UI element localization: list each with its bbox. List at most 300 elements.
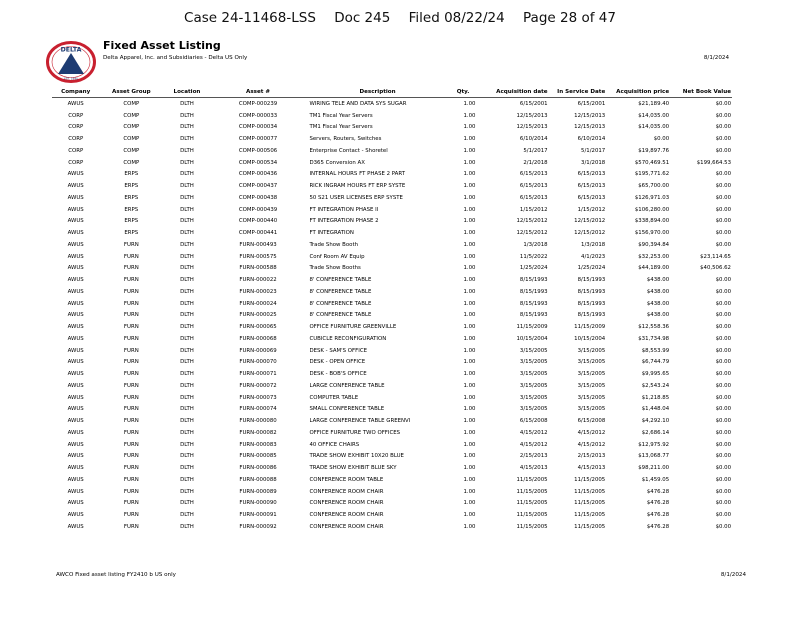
table-cell: 6/15/2013 bbox=[577, 183, 606, 190]
table-cell: 6/15/2001 bbox=[577, 100, 606, 107]
table-cell: 1.00 bbox=[463, 277, 476, 284]
report-subtitle: Delta Apparel, Inc. and Subsidiaries - Delta US Only bbox=[103, 55, 248, 61]
table-cell: 1.00 bbox=[463, 159, 476, 166]
table-cell: 6/15/2013 bbox=[577, 171, 606, 178]
table-cell: TM1 Fiscal Year Servers bbox=[309, 112, 373, 119]
table-cell: CONFERENCE ROOM CHAIR bbox=[309, 523, 384, 530]
table-cell: $0.00 bbox=[715, 523, 731, 530]
table-cell: 40 OFFICE CHAIRS bbox=[309, 441, 360, 448]
table-cell: FT INTEGRATION bbox=[309, 230, 354, 237]
table-cell: 11/15/2005 bbox=[516, 512, 548, 519]
table-cell: 6/15/2001 bbox=[519, 100, 548, 107]
table-cell: AWUS bbox=[67, 241, 84, 248]
table-cell: DLTH bbox=[180, 476, 194, 483]
table-cell: TRADE SHOW EXHIBIT BLUE SKY bbox=[309, 465, 397, 472]
table-cell: COMP bbox=[123, 159, 140, 166]
table-cell: AWUS bbox=[67, 500, 84, 507]
table-cell: FURN-000024 bbox=[239, 300, 277, 307]
table-cell: OFFICE FURNITURE GREENVILLE bbox=[309, 324, 397, 331]
table-cell: $0.00 bbox=[715, 441, 731, 448]
table-cell: FURN bbox=[123, 371, 139, 378]
table-cell: FURN bbox=[123, 324, 139, 331]
table-row bbox=[52, 227, 732, 239]
table-cell: 11/15/2005 bbox=[516, 476, 548, 483]
report-title: Fixed Asset Listing bbox=[103, 39, 221, 52]
table-cell: DLTH bbox=[180, 218, 194, 225]
table-cell: $4,292.10 bbox=[641, 418, 670, 425]
table-cell: FURN bbox=[123, 500, 139, 507]
table-cell: DLTH bbox=[180, 194, 194, 201]
table-cell: FURN bbox=[123, 465, 139, 472]
table-cell: DLTH bbox=[180, 206, 194, 213]
table-cell: FURN bbox=[123, 265, 139, 272]
table-cell: AWUS bbox=[67, 324, 84, 331]
table-cell: DLTH bbox=[180, 418, 194, 425]
table-cell: $476.28 bbox=[646, 500, 670, 507]
table-cell: $156,970.00 bbox=[634, 230, 670, 237]
column-header: Asset # bbox=[211, 87, 306, 98]
table-cell: DLTH bbox=[180, 394, 194, 401]
table-cell: 3/15/2005 bbox=[519, 347, 548, 354]
table-cell: $32,253.00 bbox=[638, 253, 670, 260]
table-cell: 5/1/2017 bbox=[581, 147, 606, 154]
table-cell: $0.00 bbox=[715, 347, 731, 354]
table-row bbox=[52, 274, 732, 286]
table-cell: $438.00 bbox=[646, 300, 670, 307]
table-cell: $23,114.65 bbox=[700, 253, 731, 260]
table-cell: 11/15/2005 bbox=[574, 500, 606, 507]
table-cell: 8/15/1993 bbox=[577, 277, 606, 284]
column-header: Location bbox=[163, 87, 210, 98]
table-cell: 1.00 bbox=[463, 100, 476, 107]
table-cell: 1.00 bbox=[463, 112, 476, 119]
table-cell: COMP bbox=[123, 100, 140, 107]
table-cell: 12/15/2013 bbox=[574, 124, 606, 131]
table-cell: 3/1/2018 bbox=[581, 159, 606, 166]
table-cell: 1.00 bbox=[463, 230, 476, 237]
table-cell: $2,686.14 bbox=[641, 429, 670, 436]
table-cell: WIRING TELE AND DATA SYS SUGAR bbox=[309, 100, 407, 107]
table-cell: LARGE CONFERENCE TABLE GREENVI bbox=[309, 418, 411, 425]
table-row bbox=[52, 321, 732, 333]
table-cell: DLTH bbox=[180, 124, 194, 131]
table-cell: FURN bbox=[123, 441, 139, 448]
table-cell: 1.00 bbox=[463, 265, 476, 272]
table-cell: $98,211.00 bbox=[638, 465, 670, 472]
table-cell: $2,543.24 bbox=[641, 382, 670, 389]
table-cell: 1.00 bbox=[463, 371, 476, 378]
table-cell: FURN-000070 bbox=[239, 359, 277, 366]
table-cell: $476.28 bbox=[646, 523, 670, 530]
table-cell: CONFERENCE ROOM CHAIR bbox=[309, 512, 384, 519]
table-cell: CORP bbox=[68, 147, 84, 154]
table-cell: 6/15/2008 bbox=[577, 418, 606, 425]
table-cell: AWUS bbox=[67, 277, 84, 284]
table-cell: 8/15/1993 bbox=[577, 300, 606, 307]
table-cell: 1.00 bbox=[463, 382, 476, 389]
table-cell: FURN-000575 bbox=[239, 253, 277, 260]
table-cell: FURN bbox=[123, 394, 139, 401]
table-cell: 6/15/2013 bbox=[519, 194, 548, 201]
table-cell: ERPS bbox=[124, 183, 139, 190]
table-cell: COMP-000239 bbox=[238, 100, 278, 107]
table-row bbox=[52, 310, 732, 322]
table-cell: $0.00 bbox=[715, 453, 731, 460]
table-cell: 6/10/2014 bbox=[577, 136, 606, 143]
table-cell: 8' CONFERENCE TABLE bbox=[309, 288, 372, 295]
filed-date: Filed 08/22/24 bbox=[408, 10, 505, 26]
table-cell: 8' CONFERENCE TABLE bbox=[309, 300, 372, 307]
table-cell: 1.00 bbox=[463, 194, 476, 201]
table-cell: $0.00 bbox=[715, 406, 731, 413]
table-cell: CORP bbox=[68, 124, 84, 131]
table-cell: 1.00 bbox=[463, 523, 476, 530]
table-cell: 11/15/2005 bbox=[516, 523, 548, 530]
table-cell: $0.00 bbox=[715, 124, 731, 131]
table-cell: 1/3/2018 bbox=[581, 241, 606, 248]
table-cell: 4/15/2012 bbox=[577, 441, 606, 448]
table-row bbox=[52, 392, 732, 404]
table-cell: DLTH bbox=[180, 406, 194, 413]
table-cell: FURN-000085 bbox=[239, 453, 277, 460]
table-cell: AWUS bbox=[67, 441, 84, 448]
table-cell: 11/15/2005 bbox=[574, 488, 606, 495]
table-cell: ERPS bbox=[124, 171, 139, 178]
table-cell: 2/15/2013 bbox=[519, 453, 548, 460]
table-row bbox=[52, 122, 732, 134]
table-cell: 5/1/2017 bbox=[523, 147, 548, 154]
footer-file-name: AWCO Fixed asset listing FY2410 b US only bbox=[56, 572, 176, 578]
table-cell: TM1 Fiscal Year Servers bbox=[309, 124, 373, 131]
table-cell: 8' CONFERENCE TABLE bbox=[309, 312, 372, 319]
table-cell: DLTH bbox=[180, 159, 194, 166]
table-cell: FURN bbox=[123, 335, 139, 342]
table-cell: 12/15/2012 bbox=[574, 230, 606, 237]
table-cell: $0.00 bbox=[715, 147, 731, 154]
column-header: Description bbox=[305, 87, 449, 98]
table-row bbox=[52, 451, 732, 463]
table-cell: COMP-000437 bbox=[238, 183, 278, 190]
table-cell: $0.00 bbox=[715, 359, 731, 366]
table-row bbox=[52, 380, 732, 392]
table-cell: $14,035.00 bbox=[638, 124, 670, 131]
table-cell: CONFERENCE ROOM TABLE bbox=[309, 476, 384, 483]
table-cell: 12/15/2013 bbox=[574, 112, 606, 119]
table-cell: $12,558.36 bbox=[638, 324, 670, 331]
table-cell: 8/15/1993 bbox=[577, 312, 606, 319]
footer-date: 8/1/2024 bbox=[720, 572, 746, 578]
table-cell: AWUS bbox=[67, 418, 84, 425]
table-cell: COMP-000534 bbox=[238, 159, 278, 166]
table-row bbox=[52, 474, 732, 486]
table-cell: 3/15/2005 bbox=[577, 382, 606, 389]
table-cell: TRADE SHOW EXHIBIT 10X20 BLUE bbox=[309, 453, 404, 460]
table-cell: AWUS bbox=[67, 523, 84, 530]
table-cell: COMP bbox=[123, 136, 140, 143]
table-row bbox=[52, 251, 732, 263]
table-row bbox=[52, 98, 732, 110]
table-cell: AWUS bbox=[67, 429, 84, 436]
table-cell: $0.00 bbox=[715, 218, 731, 225]
table-cell: COMP-000506 bbox=[238, 147, 278, 154]
table-cell: FURN-000088 bbox=[239, 476, 277, 483]
column-header: Net Book Value bbox=[670, 87, 732, 98]
table-cell: 1.00 bbox=[463, 136, 476, 143]
table-cell: DLTH bbox=[180, 288, 194, 295]
table-cell: LARGE CONFERENCE TABLE bbox=[309, 382, 385, 389]
table-cell: FURN-000025 bbox=[239, 312, 277, 319]
table-cell: DLTH bbox=[180, 312, 194, 319]
delta-logo-icon bbox=[46, 41, 96, 83]
table-row bbox=[52, 498, 732, 510]
table-cell: $6,744.79 bbox=[641, 359, 670, 366]
table-cell: DLTH bbox=[180, 347, 194, 354]
table-cell: Trade Show Booth bbox=[309, 241, 358, 248]
table-cell: $338,894.00 bbox=[634, 218, 670, 225]
table-cell: 1.00 bbox=[463, 124, 476, 131]
table-cell: FURN-000022 bbox=[239, 277, 277, 284]
table-cell: $0.00 bbox=[715, 312, 731, 319]
table-cell: DLTH bbox=[180, 112, 194, 119]
table-cell: FT INTEGRATION PHASE 2 bbox=[309, 218, 379, 225]
table-cell: $0.00 bbox=[715, 324, 731, 331]
table-cell: ERPS bbox=[124, 218, 139, 225]
table-cell: FURN-000080 bbox=[239, 418, 277, 425]
table-cell: DESK - OPEN OFFICE bbox=[309, 359, 366, 366]
table-cell: DLTH bbox=[180, 324, 194, 331]
table-cell: DLTH bbox=[180, 241, 194, 248]
table-cell: DLTH bbox=[180, 500, 194, 507]
table-cell: 1.00 bbox=[463, 171, 476, 178]
table-row bbox=[52, 192, 732, 204]
table-cell: DLTH bbox=[180, 230, 194, 237]
table-cell: DLTH bbox=[180, 359, 194, 366]
table-cell: 1.00 bbox=[463, 359, 476, 366]
table-cell: FURN bbox=[123, 312, 139, 319]
table-cell: $0.00 bbox=[715, 241, 731, 248]
table-cell: $195,771.62 bbox=[634, 171, 670, 178]
table-cell: FURN-000086 bbox=[239, 465, 277, 472]
table-cell: DLTH bbox=[180, 465, 194, 472]
table-cell: Servers, Routers, Switches bbox=[309, 136, 382, 143]
table-cell: $0.00 bbox=[653, 136, 670, 143]
table-cell: 1.00 bbox=[463, 394, 476, 401]
column-header: Acquisition price bbox=[606, 87, 670, 98]
table-cell: 3/15/2005 bbox=[577, 406, 606, 413]
table-cell: AWUS bbox=[67, 171, 84, 178]
table-cell: FURN-000072 bbox=[239, 382, 277, 389]
table-cell: AWUS bbox=[67, 394, 84, 401]
case-number: Case 24-11468-LSS bbox=[184, 10, 316, 26]
table-cell: $0.00 bbox=[715, 476, 731, 483]
table-cell: 11/15/2009 bbox=[574, 324, 606, 331]
table-cell: SMALL CONFERENCE TABLE bbox=[309, 406, 385, 413]
table-cell: FURN bbox=[123, 347, 139, 354]
table-cell: 4/15/2012 bbox=[519, 429, 548, 436]
table-cell: $126,971.03 bbox=[634, 194, 670, 201]
table-cell: 4/15/2013 bbox=[519, 465, 548, 472]
table-cell: Enterprise Contact - Shoretel bbox=[309, 147, 388, 154]
table-cell: 1.00 bbox=[463, 418, 476, 425]
table-cell: ERPS bbox=[124, 230, 139, 237]
table-cell: FURN-000071 bbox=[239, 371, 277, 378]
table-row bbox=[52, 180, 732, 192]
table-cell: 1/3/2018 bbox=[523, 241, 548, 248]
table-cell: FURN bbox=[123, 277, 139, 284]
table-cell: FURN-000588 bbox=[239, 265, 277, 272]
table-row bbox=[52, 345, 732, 357]
table-cell: 2/15/2013 bbox=[577, 453, 606, 460]
table-cell: FURN bbox=[123, 241, 139, 248]
table-header-row bbox=[52, 87, 732, 98]
table-cell: COMPUTER TABLE bbox=[309, 394, 359, 401]
table-cell: $8,553.99 bbox=[641, 347, 670, 354]
table-cell: FURN-000083 bbox=[239, 441, 277, 448]
table-cell: 50 S21 USER LICENSES ERP SYSTE bbox=[309, 194, 403, 201]
table-cell: D365 Conversion AX bbox=[309, 159, 365, 166]
table-cell: FURN-000068 bbox=[239, 335, 277, 342]
table-cell: AWUS bbox=[67, 488, 84, 495]
table-cell: $1,459.05 bbox=[641, 476, 670, 483]
table-cell: CONFERENCE ROOM CHAIR bbox=[309, 488, 384, 495]
table-cell: 11/15/2005 bbox=[574, 476, 606, 483]
table-cell: COMP-000439 bbox=[238, 206, 278, 213]
table-cell: $0.00 bbox=[715, 183, 731, 190]
table-row bbox=[52, 521, 732, 533]
table-cell: $0.00 bbox=[715, 230, 731, 237]
column-header: Company bbox=[52, 87, 99, 98]
table-cell: AWUS bbox=[67, 230, 84, 237]
table-cell: $0.00 bbox=[715, 136, 731, 143]
table-cell: DESK - BOB'S OFFICE bbox=[309, 371, 367, 378]
table-cell: $438.00 bbox=[646, 288, 670, 295]
table-cell: $0.00 bbox=[715, 512, 731, 519]
table-cell: 11/15/2005 bbox=[574, 523, 606, 530]
table-row bbox=[52, 357, 732, 369]
table-cell: $0.00 bbox=[715, 100, 731, 107]
table-cell: 3/15/2005 bbox=[577, 347, 606, 354]
table-cell: $0.00 bbox=[715, 465, 731, 472]
table-cell: 1.00 bbox=[463, 183, 476, 190]
table-cell: FURN-000073 bbox=[239, 394, 277, 401]
table-cell: $40,506.62 bbox=[700, 265, 731, 272]
table-cell: 12/15/2013 bbox=[516, 112, 548, 119]
table-cell: DLTH bbox=[180, 136, 194, 143]
table-cell: 4/15/2012 bbox=[519, 441, 548, 448]
table-cell: $0.00 bbox=[715, 288, 731, 295]
table-row bbox=[52, 110, 732, 122]
column-header: In Service Date bbox=[549, 87, 607, 98]
table-cell: CORP bbox=[68, 136, 84, 143]
table-row bbox=[52, 298, 732, 310]
table-cell: 8/15/1993 bbox=[577, 288, 606, 295]
table-cell: FURN bbox=[123, 300, 139, 307]
table-cell: CONFERENCE ROOM CHAIR bbox=[309, 500, 384, 507]
table-cell: FURN-000493 bbox=[239, 241, 277, 248]
table-cell: AWUS bbox=[67, 476, 84, 483]
table-cell: DLTH bbox=[180, 265, 194, 272]
table-cell: 1.00 bbox=[463, 500, 476, 507]
table-row bbox=[52, 486, 732, 498]
table-cell: FURN-000074 bbox=[239, 406, 277, 413]
table-cell: CUBICLE RECONFIGURATION bbox=[309, 335, 387, 342]
table-row bbox=[52, 216, 732, 228]
table-cell: 1.00 bbox=[463, 241, 476, 248]
page-number: Page 28 of 47 bbox=[523, 10, 616, 26]
table-cell: 1.00 bbox=[463, 312, 476, 319]
table-cell: FURN-000069 bbox=[239, 347, 277, 354]
table-cell: 10/15/2004 bbox=[516, 335, 548, 342]
table-cell: 3/15/2005 bbox=[519, 394, 548, 401]
table-cell: INTERNAL HOURS FT PHASE 2 PART bbox=[309, 171, 405, 178]
table-cell: AWUS bbox=[67, 312, 84, 319]
table-cell: AWUS bbox=[67, 218, 84, 225]
table-cell: 1.00 bbox=[463, 512, 476, 519]
table-cell: 1.00 bbox=[463, 288, 476, 295]
table-cell: 12/15/2012 bbox=[516, 218, 548, 225]
table-cell: AWUS bbox=[67, 453, 84, 460]
logo-est-text: EST. 1990 bbox=[64, 76, 78, 81]
table-cell: 6/10/2014 bbox=[519, 136, 548, 143]
table-cell: COMP bbox=[123, 124, 140, 131]
table-cell: FURN bbox=[123, 453, 139, 460]
table-row bbox=[52, 368, 732, 380]
table-cell: FURN-000023 bbox=[239, 288, 277, 295]
table-cell: DLTH bbox=[180, 488, 194, 495]
table-cell: $0.00 bbox=[715, 488, 731, 495]
table-cell: 12/15/2012 bbox=[574, 218, 606, 225]
table-cell: AWUS bbox=[67, 406, 84, 413]
table-cell: $44,189.00 bbox=[638, 265, 670, 272]
table-cell: DLTH bbox=[180, 441, 194, 448]
table-cell: 3/15/2005 bbox=[519, 382, 548, 389]
table-cell: FURN-000091 bbox=[239, 512, 277, 519]
table-cell: 1.00 bbox=[463, 429, 476, 436]
table-cell: FURN-000092 bbox=[239, 523, 277, 530]
table-cell: 6/15/2008 bbox=[519, 418, 548, 425]
table-cell: FURN-000090 bbox=[239, 500, 277, 507]
table-cell: 3/15/2005 bbox=[519, 371, 548, 378]
court-filing-header bbox=[0, 10, 800, 26]
table-cell: FURN bbox=[123, 476, 139, 483]
table-cell: FURN-000082 bbox=[239, 429, 277, 436]
table-cell: COMP-000440 bbox=[238, 218, 278, 225]
table-cell: 6/15/2013 bbox=[577, 194, 606, 201]
table-cell: $438.00 bbox=[646, 312, 670, 319]
table-cell: $106,280.00 bbox=[634, 206, 670, 213]
table-cell: RICK INGRAM HOURS FT ERP SYSTE bbox=[309, 183, 406, 190]
table-row bbox=[52, 145, 732, 157]
table-row bbox=[52, 439, 732, 451]
table-cell: DLTH bbox=[180, 523, 194, 530]
table-cell: AWUS bbox=[67, 194, 84, 201]
table-cell: 4/15/2013 bbox=[577, 465, 606, 472]
table-cell: FURN bbox=[123, 359, 139, 366]
table-cell: DESK - SAM'S OFFICE bbox=[309, 347, 368, 354]
table-cell: FURN bbox=[123, 429, 139, 436]
table-cell: AWUS bbox=[67, 206, 84, 213]
table-cell: $0.00 bbox=[715, 418, 731, 425]
table-cell: FURN bbox=[123, 418, 139, 425]
table-cell: $476.28 bbox=[646, 512, 670, 519]
table-cell: 3/15/2005 bbox=[519, 406, 548, 413]
table-cell: DLTH bbox=[180, 382, 194, 389]
table-row bbox=[52, 415, 732, 427]
table-cell: 1/25/2024 bbox=[577, 265, 606, 272]
table-cell: FURN bbox=[123, 253, 139, 260]
table-row bbox=[52, 157, 732, 169]
table-cell: AWUS bbox=[67, 265, 84, 272]
